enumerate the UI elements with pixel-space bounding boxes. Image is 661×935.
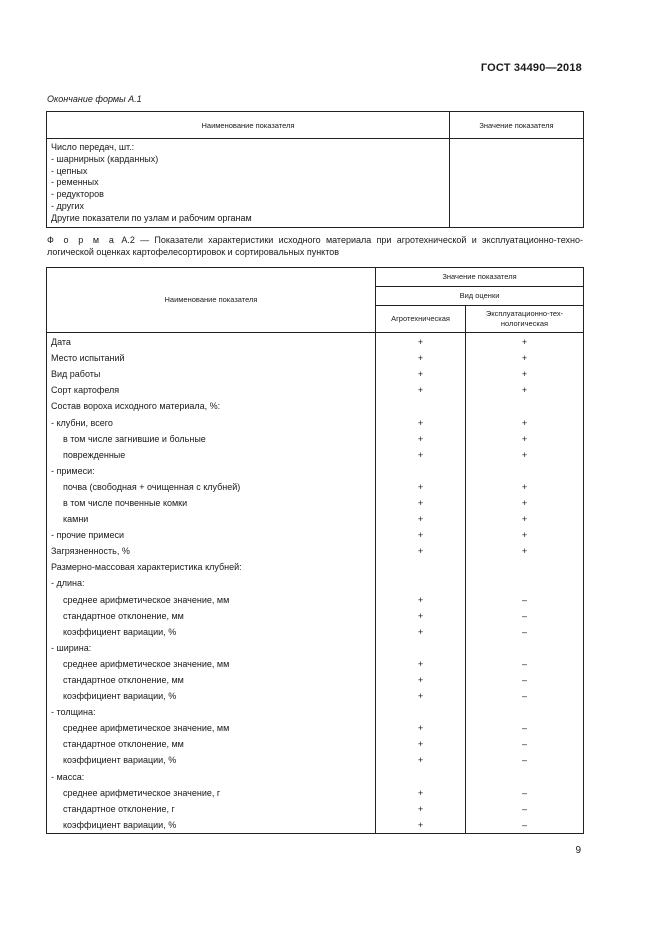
indicator-name: Состав вороха исходного материала, %:	[47, 398, 376, 414]
indicator-name: Дата	[47, 333, 376, 351]
indicator-name: коэффициент вариации, %	[47, 752, 376, 768]
agro-mark: +	[376, 431, 466, 447]
exp-mark: +	[466, 543, 584, 559]
table-line: - других	[51, 200, 84, 211]
form-a2-caption-text: А.2 — Показатели характеристики исходного материала при агротехнической и эксплуатационно-техно-логической оценках картофелесортировок и сортировальных пунктов	[47, 235, 583, 257]
indicator-name: - масса:	[47, 769, 376, 785]
table-line: Другие показатели по узлам и рабочим органам	[51, 212, 252, 223]
indicator-name: среднее арифметическое значение, мм	[47, 720, 376, 736]
exp-mark: +	[466, 431, 584, 447]
exp-mark: –	[466, 817, 584, 834]
form-a1-table	[46, 111, 584, 228]
table-row	[47, 463, 584, 479]
exp-mark: –	[466, 624, 584, 640]
exp-mark: –	[466, 736, 584, 752]
col-header-agro: Агротехническая	[376, 306, 466, 333]
table-row	[47, 398, 584, 414]
table-row	[47, 447, 584, 463]
indicator-name: в том числе почвенные комки	[47, 495, 376, 511]
form-a1-caption: Окончание формы А.1	[47, 94, 142, 104]
table-row	[47, 559, 584, 575]
agro-mark: +	[376, 672, 466, 688]
agro-mark: +	[376, 720, 466, 736]
table-row	[47, 350, 584, 366]
table-row	[47, 479, 584, 495]
table-row	[47, 752, 584, 768]
agro-mark	[376, 704, 466, 720]
indicator-name: Вид работы	[47, 366, 376, 382]
form-a2-caption-prefix: Ф о р м а	[47, 235, 117, 245]
indicator-name: Загрязненность, %	[47, 543, 376, 559]
indicator-name: среднее арифметическое значение, г	[47, 785, 376, 801]
exp-mark	[466, 704, 584, 720]
exp-mark: –	[466, 672, 584, 688]
agro-mark: +	[376, 527, 466, 543]
exp-mark: –	[466, 656, 584, 672]
indicator-name: коэффициент вариации, %	[47, 624, 376, 640]
agro-mark: +	[376, 624, 466, 640]
indicator-name: - примеси:	[47, 463, 376, 479]
table-row	[47, 769, 584, 785]
agro-mark	[376, 398, 466, 414]
indicator-name: стандартное отклонение, мм	[47, 672, 376, 688]
table-row	[47, 333, 584, 351]
col-header-value: Значение показателя	[450, 112, 584, 139]
table-row	[47, 688, 584, 704]
exp-mark	[466, 559, 584, 575]
agro-mark: +	[376, 543, 466, 559]
table-row	[47, 608, 584, 624]
col-header-name: Наименование показателя	[47, 112, 450, 139]
agro-mark: +	[376, 447, 466, 463]
exp-mark: –	[466, 785, 584, 801]
exp-mark	[466, 398, 584, 414]
agro-mark: +	[376, 479, 466, 495]
exp-mark: –	[466, 801, 584, 817]
exp-mark: +	[466, 511, 584, 527]
table-row	[47, 624, 584, 640]
agro-mark: +	[376, 656, 466, 672]
table-row	[47, 495, 584, 511]
indicator-name: - длина:	[47, 575, 376, 591]
exp-mark: –	[466, 720, 584, 736]
indicator-name: среднее арифметическое значение, мм	[47, 656, 376, 672]
page-number: 9	[575, 845, 581, 856]
indicator-name: стандартное отклонение, мм	[47, 736, 376, 752]
table-row	[47, 511, 584, 527]
agro-mark	[376, 640, 466, 656]
agro-mark	[376, 769, 466, 785]
table-row	[47, 720, 584, 736]
indicator-name: Размерно-массовая характеристика клубней:	[47, 559, 376, 575]
table-row	[47, 382, 584, 398]
exp-mark: +	[466, 366, 584, 382]
table-row	[47, 656, 584, 672]
agro-mark: +	[376, 736, 466, 752]
agro-mark	[376, 575, 466, 591]
exp-mark: –	[466, 688, 584, 704]
indicator-name: - клубни, всего	[47, 414, 376, 430]
agro-mark: +	[376, 414, 466, 430]
form-a2-caption	[47, 234, 583, 258]
table-row	[47, 575, 584, 591]
exp-mark	[466, 575, 584, 591]
exp-mark	[466, 463, 584, 479]
col-header-exp: Эксплуатационно-тех-нологическая	[466, 306, 584, 333]
indicator-name: Место испытаний	[47, 350, 376, 366]
exp-mark: –	[466, 608, 584, 624]
exp-mark: +	[466, 382, 584, 398]
exp-mark: +	[466, 333, 584, 351]
table-row	[47, 785, 584, 801]
form-a1-values-cell	[450, 139, 584, 228]
form-a1-names-cell	[47, 139, 450, 228]
form-a2-body	[47, 333, 584, 834]
indicator-name: камни	[47, 511, 376, 527]
indicator-name: - прочие примеси	[47, 527, 376, 543]
agro-mark	[376, 463, 466, 479]
agro-mark: +	[376, 382, 466, 398]
agro-mark: +	[376, 333, 466, 351]
table-row	[47, 736, 584, 752]
exp-mark	[466, 640, 584, 656]
indicator-name: почва (свободная + очищенная с клубней)	[47, 479, 376, 495]
indicator-name: стандартное отклонение, мм	[47, 608, 376, 624]
col-header-value: Значение показателя	[376, 268, 584, 287]
table-row	[47, 543, 584, 559]
exp-mark: +	[466, 479, 584, 495]
exp-mark: +	[466, 414, 584, 430]
exp-mark: –	[466, 752, 584, 768]
table-row	[47, 431, 584, 447]
exp-mark	[466, 769, 584, 785]
agro-mark: +	[376, 817, 466, 834]
agro-mark: +	[376, 592, 466, 608]
indicator-name: - толщина:	[47, 704, 376, 720]
agro-mark: +	[376, 350, 466, 366]
exp-mark: +	[466, 495, 584, 511]
indicator-name: коэффициент вариации, %	[47, 817, 376, 834]
indicator-name: Сорт картофеля	[47, 382, 376, 398]
table-row	[47, 366, 584, 382]
agro-mark: +	[376, 688, 466, 704]
exp-mark: –	[466, 592, 584, 608]
table-row	[47, 704, 584, 720]
table-line: Число передач, шт.:	[51, 142, 135, 152]
indicator-name: коэффициент вариации, %	[47, 688, 376, 704]
table-row	[47, 592, 584, 608]
agro-mark: +	[376, 495, 466, 511]
table-row	[47, 817, 584, 834]
exp-mark: +	[466, 447, 584, 463]
form-a2-table	[46, 267, 584, 834]
agro-mark: +	[376, 366, 466, 382]
table-row	[47, 414, 584, 430]
indicator-name: среднее арифметическое значение, мм	[47, 592, 376, 608]
exp-mark: +	[466, 527, 584, 543]
indicator-name: в том числе загнившие и больные	[47, 431, 376, 447]
indicator-name: поврежденные	[47, 447, 376, 463]
exp-mark: +	[466, 350, 584, 366]
agro-mark: +	[376, 511, 466, 527]
table-line: - редукторов	[51, 189, 104, 200]
col-header-kind: Вид оценки	[376, 287, 584, 306]
agro-mark: +	[376, 608, 466, 624]
agro-mark: +	[376, 785, 466, 801]
agro-mark: +	[376, 801, 466, 817]
indicator-name: стандартное отклонение, г	[47, 801, 376, 817]
table-line: - ременных	[51, 177, 99, 188]
table-line: - шарнирных (карданных)	[51, 153, 159, 164]
col-header-name: Наименование показателя	[47, 268, 376, 333]
agro-mark: +	[376, 752, 466, 768]
table-row	[47, 672, 584, 688]
table-line: - цепных	[51, 165, 88, 176]
table-row	[47, 640, 584, 656]
indicator-name: - ширина:	[47, 640, 376, 656]
table-row	[47, 801, 584, 817]
table-row	[47, 527, 584, 543]
standard-number: ГОСТ 34490—2018	[480, 62, 582, 74]
agro-mark	[376, 559, 466, 575]
